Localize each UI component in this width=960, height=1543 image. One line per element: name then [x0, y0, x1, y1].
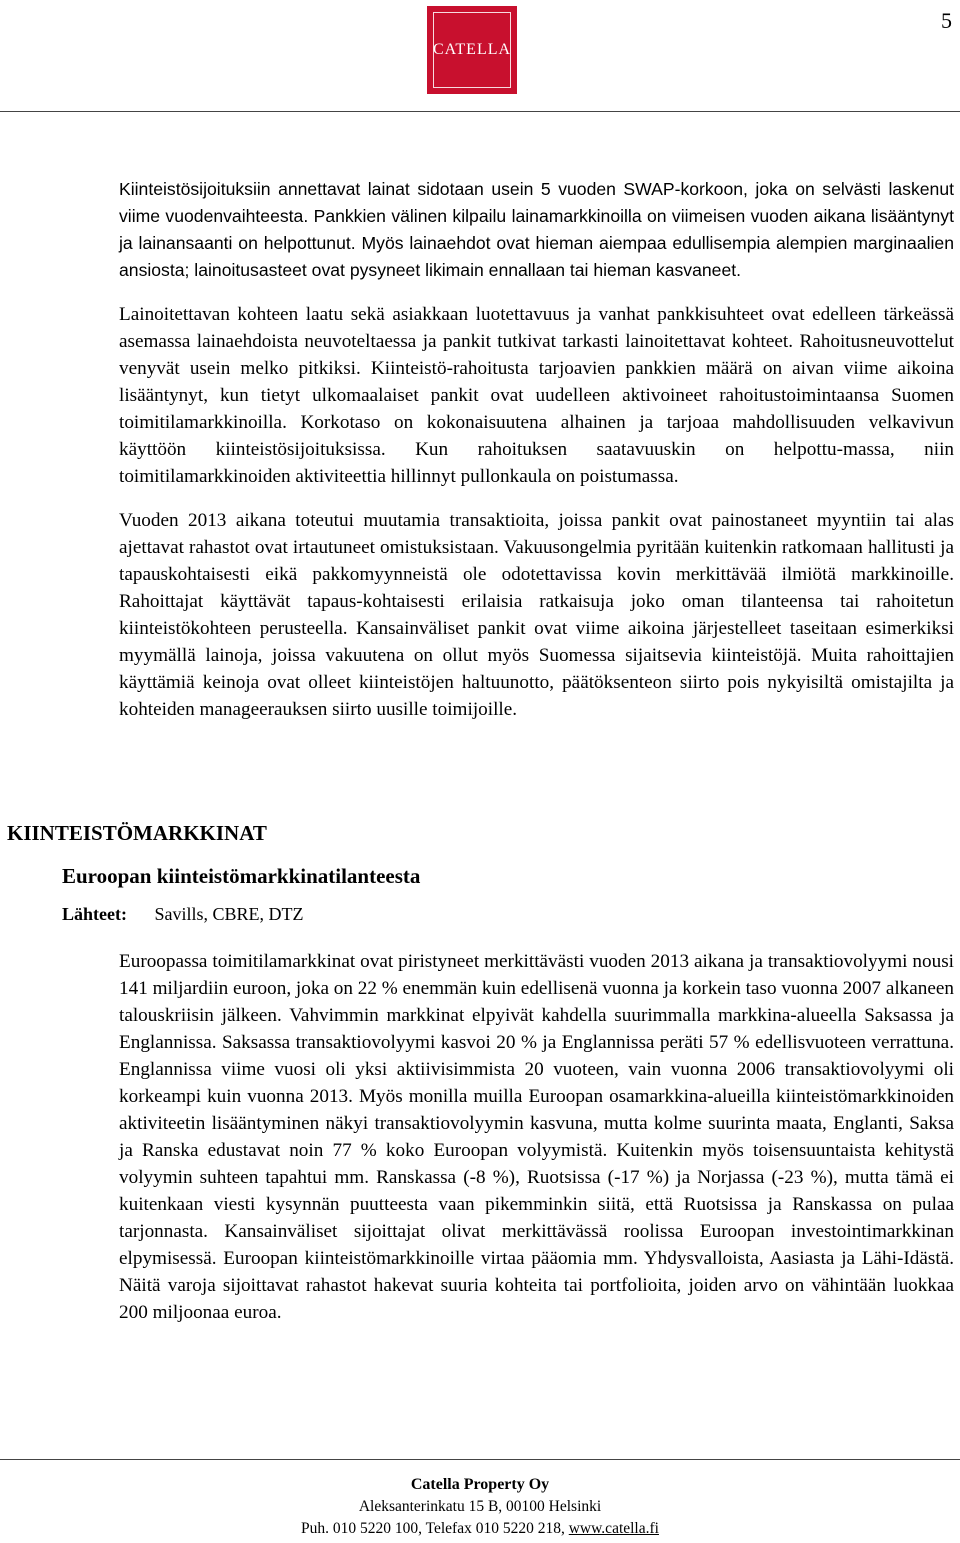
paragraph-european-market: Euroopassa toimitilamarkkinat ovat piristyneet merkittävästi vuoden 2013 aikana ja transaktiovolyymi nousi 141 miljardiin euroon, joka on 22 % enemmän kuin edellisenä vuonna ja korkein taso vuonna 2007 alkaneen talouskriisin jälkeen. Vahvimmin markkinat elpyivät kahdella suurimmalla markkina-alueella Saksassa ja Englannissa. Saksassa transaktiovolyymi kasvoi 20 % ja Englannissa peräti 57 % edellisvuoteen verrattuna. Englannissa viime vuosi oli yksi aktiivisimmista 20 vuoteen, vain vuonna 2006 transaktiovolyymi oli korkeampi kuin vuonna 2013. Myös monilla muilla Euroopan osamarkkina-alueilla kiinteistömarkkinoiden aktiviteetin lisääntyminen näkyi transaktiovolyymin kasvuna, mutta kolme suurinta maata, Englanti, Saksa ja Ranska edustavat noin 77 % koko Euroopan volyymistä. Kuitenkin myös toisensuuntaista kehitystä volyymin suhteen tapahtui mm. Ranskassa (-8 %), Ruotsissa (-17 %) ja Norjassa (-23 %), mutta tämä ei kuitenkaan viesti kysynnän puutteesta vaan pikemminkin siitä, että Ruotsissa ja Ranskassa on pulaa tarjonnasta. Kansainväliset sijoittajat olivat merkittävässä roolissa Euroopan investointimarkkinan elpymisessä. Euroopan kiinteistömarkkinoille virtaa pääomia mm. Yhdysvalloista, Aasiasta ja Lähi-Idästä. Näitä varoja sijoittavat rahastot hakevat suuria kohteita tai portfolioita, joiden arvo on vähintään luokkaa 200 miljoonaa euroa.: [119, 951, 954, 1323]
sources-label: Lähteet:: [62, 904, 127, 924]
footer-contact: Puh. 010 5220 100, Telefax 010 5220 218,: [301, 1520, 569, 1537]
logo-text: CATELLA: [432, 41, 512, 58]
footer-company: Catella Property Oy: [410, 1476, 550, 1493]
sources-value: Savills, CBRE, DTZ: [154, 904, 304, 924]
paragraph-transactions-2013: Vuoden 2013 aikana toteutui muutamia transaktioita, joissa pankit ovat painostaneet myyntiin tai alas ajettavat rahastot ovat irtautuneet omistuksistaan. Vakuusongelmia pyritään kuitenkin ratkomaan hallitusti ja tapauskohtaisesti eikä pakkomyynneistä ole odotettavissa kovin merkittävää ilmiötä markkinoille. Rahoittajat käyttävät tapaus-kohtaisesti erilaisia ratkaisuja joko oman tilanteensa tai rahoitetun kiinteistökohteen perusteella. Kansainväliset pankit ovat viime aikoina järjestelleet taseitaan esimerkiksi myymällä lainoja, joissa vakuutena on ollut myös Suomessa sijaitsevia kiinteistöjä. Muita rahoittajien käyttämiä keinoja ovat olleet kiinteistöjen haltuunotto, päätöksenteon siirto pois nykyisiltä omistajilta ja kohteiden manageerauksen siirto uusille toimijoille.: [119, 510, 954, 720]
sub-heading: Euroopan kiinteistömarkkinatilanteesta: [62, 864, 421, 888]
european-market-section: [119, 948, 954, 1343]
footer-address: Aleksanterinkatu 15 B, 00100 Helsinki: [358, 1498, 602, 1515]
footer-website-link[interactable]: www.catella.fi: [568, 1520, 659, 1537]
catella-logo: [427, 6, 517, 94]
sources-line: [62, 904, 304, 925]
logo-frame: [433, 12, 511, 88]
footer: [0, 1474, 960, 1540]
section-heading: KIINTEISTÖMARKKINAT: [7, 821, 267, 845]
footer-divider: [0, 1459, 960, 1460]
header-divider: [0, 111, 960, 112]
intro-section: [119, 176, 954, 740]
page-number: 5: [941, 8, 952, 33]
paragraph-lending-quality: Lainoitettavan kohteen laatu sekä asiakkaan luotettavuus ja vanhat pankkisuhteet ovat edelleen tärkeässä asemassa lainaehdoista neuvoteltaessa ja pankit tutkivat tarkasti lainoitettavat kohteet. Rahoitusneuvottelut venyvät usein melko pitkiksi. Kiinteistö-rahoitusta tarjoavien pankkien määrä on aivan viime aikoina lisääntynyt, kun tietyt ulkomaalaiset pankit ovat uudelleen aktivoineet rahoitustoimintaansa Suomen toimitilamarkkinoilla. Korkotaso on kokonaisuutena alhainen ja tarjoaa mahdollisuuden velkavivun käyttöön kiinteistösijoituksissa. Kun rahoituksen saatavuuskin on helpottu-massa, niin toimitilamarkkinoiden aktiviteettia hillinnyt pullonkaula on poistumassa.: [119, 304, 954, 487]
footer-contact-line: [0, 1518, 960, 1540]
paragraph-swap-loans: Kiinteistösijoituksiin annettavat lainat sidotaan usein 5 vuoden SWAP-korkoon, joka on selvästi laskenut viime vuodenvaihteesta. Pankkien välinen kilpailu lainamarkkinoilla on viimeisen vuoden aikana lisääntynyt ja lainansaanti on helpottunut. Myös lainaehdot ovat hieman aiempaa edullisempia alempien marginaalien ansiosta; lainoitusasteet ovat pysyneet likimain ennallaan tai hieman kasvaneet.: [119, 179, 954, 280]
